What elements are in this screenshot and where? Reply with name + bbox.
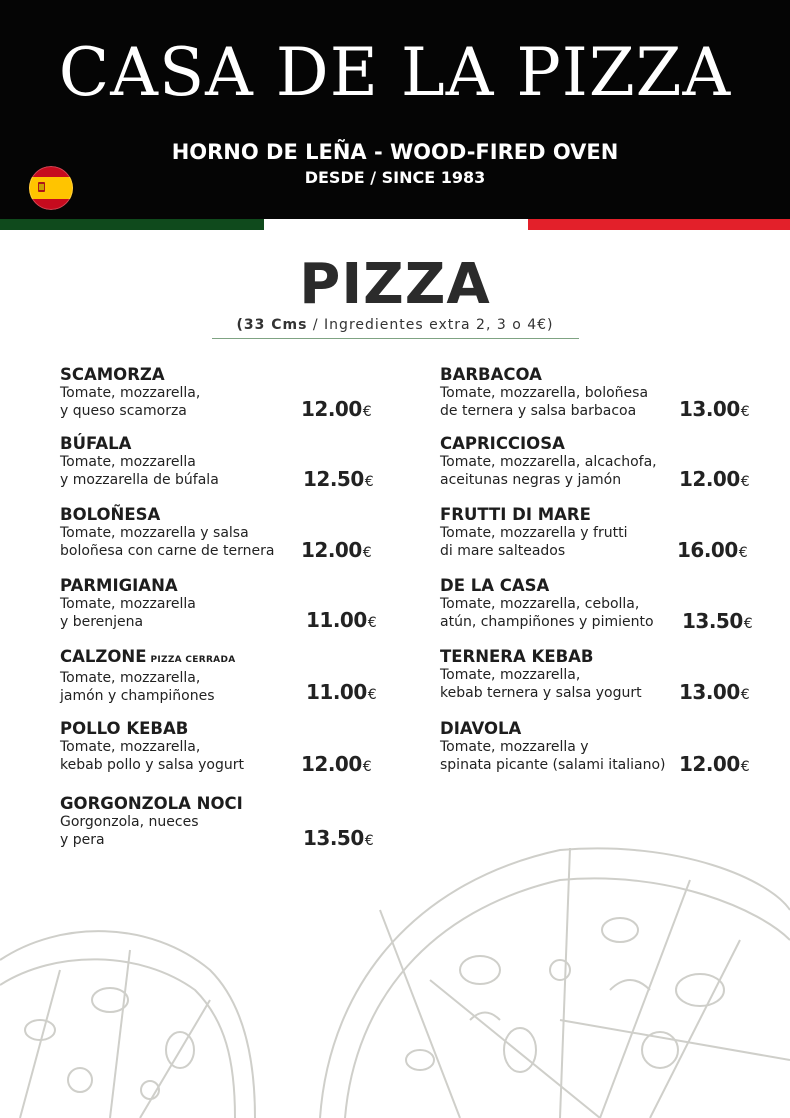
item-name: BOLOÑESA: [60, 505, 161, 524]
item-desc-line-2: di mare salteados: [440, 542, 566, 559]
item-price: [682, 609, 752, 633]
currency-symbol: €: [740, 404, 750, 420]
item-desc-line-1: Tomate, mozzarella,: [60, 385, 201, 401]
item-name: POLLO KEBAB: [60, 719, 189, 738]
item-desc-line-1: Tomate, mozzarella y salsa: [60, 525, 249, 541]
currency-symbol: €: [367, 687, 377, 703]
currency-symbol: €: [740, 687, 750, 703]
item-desc-line-2: kebab pollo y salsa yogurt: [60, 756, 244, 773]
currency-symbol: €: [364, 474, 374, 490]
item-name: DE LA CASA: [440, 576, 550, 595]
item-name-note: PIZZA CERRADA: [150, 655, 236, 665]
currency-symbol: €: [362, 545, 372, 561]
price-value: 13.50: [682, 609, 743, 633]
item-name: SCAMORZA: [60, 365, 165, 384]
price-value: 12.00: [679, 467, 740, 491]
item-name: [60, 647, 380, 670]
item-desc-line-2: boloñesa con carne de ternera: [60, 542, 275, 559]
item-desc-line-1: Tomate, mozzarella: [60, 454, 196, 470]
currency-symbol: €: [364, 833, 374, 849]
item-price: [303, 467, 373, 491]
since-line: DESDE / SINCE 1983: [304, 168, 486, 187]
item-desc-line-2: de ternera y salsa barbacoa: [440, 402, 637, 419]
item-name: PARMIGIANA: [60, 576, 178, 595]
price-value: 11.00: [306, 680, 367, 704]
item-name: CAPRICCIOSA: [440, 434, 565, 453]
price-value: 16.00: [677, 538, 738, 562]
item-price: [301, 752, 371, 776]
price-value: 12.50: [303, 467, 364, 491]
item-price: [679, 680, 749, 704]
currency-symbol: €: [362, 759, 372, 775]
spain-flag-icon[interactable]: [29, 166, 73, 210]
item-name: TERNERA KEBAB: [440, 647, 594, 666]
item-desc-line-2: y berenjena: [60, 613, 144, 630]
item-desc-line-1: Tomate, mozzarella,: [60, 670, 201, 686]
price-value: 12.00: [301, 397, 362, 421]
item-desc-line-2: jamón y champiñones: [60, 687, 215, 704]
price-value: 12.00: [301, 752, 362, 776]
item-desc-line-2: spinata picante (salami italiano): [440, 756, 666, 773]
item-desc-line-1: Tomate, mozzarella,: [60, 739, 201, 755]
item-name: FRUTTI DI MARE: [440, 505, 591, 524]
item-desc-line-1: Tomate, mozzarella, boloñesa: [440, 385, 649, 401]
currency-symbol: €: [740, 759, 750, 775]
item-price: [306, 680, 376, 704]
item-desc-line-1: Tomate, mozzarella: [60, 596, 196, 612]
currency-symbol: €: [740, 474, 750, 490]
subtitle: HORNO DE LEÑA - WOOD-FIRED OVEN: [171, 140, 619, 164]
size-note: [0, 317, 790, 334]
pizza-sketch-illustration: [0, 820, 790, 1118]
item-price: [679, 467, 749, 491]
item-desc-line-2: y pera: [60, 831, 105, 848]
flag-stripe-red: [528, 219, 790, 230]
price-value: 12.00: [679, 752, 740, 776]
item-price: [306, 608, 376, 632]
item-name: GORGONZOLA NOCI: [60, 794, 243, 813]
header-banner: [0, 0, 790, 219]
currency-symbol: €: [362, 404, 372, 420]
flag-stripe-white: [264, 219, 528, 230]
brand-title: CASA DE LA PIZZA: [58, 34, 732, 111]
item-price: [679, 397, 749, 421]
flag-stripe-green: [0, 219, 264, 230]
size-note-bold: (33 Cms: [236, 317, 308, 333]
item-name: BARBACOA: [440, 365, 542, 384]
currency-symbol: €: [743, 616, 753, 632]
price-value: 13.50: [303, 826, 364, 850]
price-value: 13.00: [679, 680, 740, 704]
currency-symbol: €: [738, 545, 748, 561]
item-desc-line-1: Gorgonzola, nueces: [60, 814, 199, 830]
section-title: PIZZA: [299, 252, 491, 317]
item-desc-line-2: aceitunas negras y jamón: [440, 471, 622, 488]
item-price: [677, 538, 747, 562]
item-desc-line-2: y mozzarella de búfala: [60, 471, 219, 488]
item-desc-line-2: kebab ternera y salsa yogurt: [440, 684, 642, 701]
item-name-text: CALZONE: [60, 647, 147, 666]
size-note-rest: / Ingredientes extra 2, 3 o 4€): [307, 317, 554, 333]
item-desc-line-2: y queso scamorza: [60, 402, 187, 419]
item-price: [301, 538, 371, 562]
item-name: DIAVOLA: [440, 719, 522, 738]
item-desc-line-2: atún, champiñones y pimiento: [440, 613, 654, 630]
price-value: 13.00: [679, 397, 740, 421]
price-value: 11.00: [306, 608, 367, 632]
currency-symbol: €: [367, 615, 377, 631]
item-price: [301, 397, 371, 421]
item-desc-line-1: Tomate, mozzarella y: [440, 739, 589, 755]
item-desc-line-1: Tomate, mozzarella y frutti: [440, 525, 628, 541]
item-name: BÚFALA: [60, 434, 132, 453]
title-underline: [212, 338, 579, 339]
price-value: 12.00: [301, 538, 362, 562]
item-desc-line-1: Tomate, mozzarella, cebolla,: [440, 596, 640, 612]
item-price: [679, 752, 749, 776]
item-desc-line-1: Tomate, mozzarella, alcachofa,: [440, 454, 657, 470]
item-desc-line-1: Tomate, mozzarella,: [440, 667, 581, 683]
